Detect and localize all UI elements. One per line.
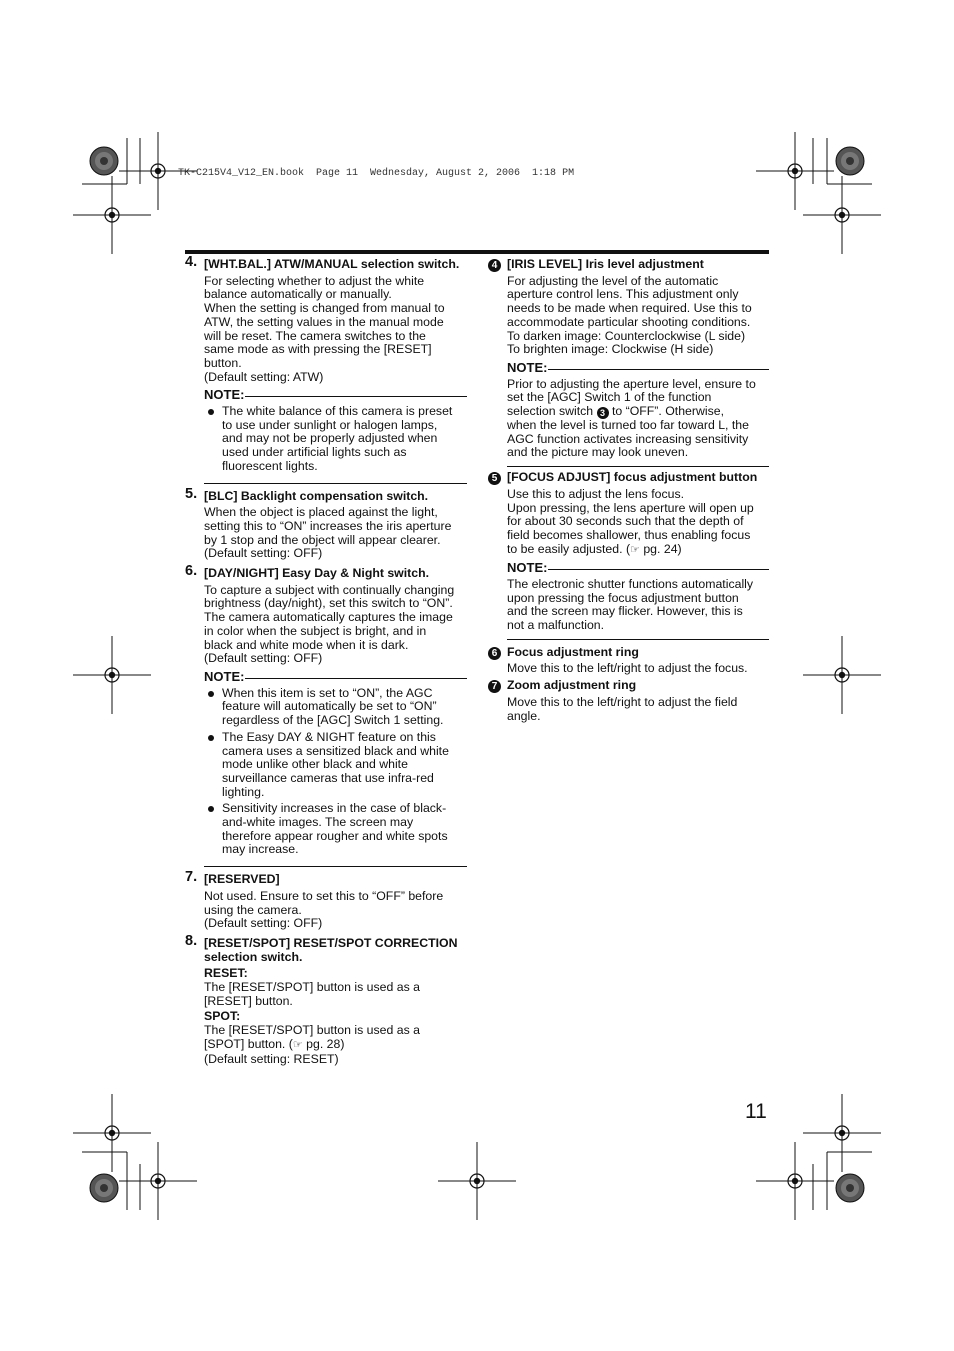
- star-target-top-left: [90, 147, 118, 175]
- crosshair-top-left-side: [73, 176, 151, 254]
- item-focus-adjust: [488, 471, 769, 640]
- note-label: NOTE:: [507, 560, 548, 576]
- left-column: [185, 254, 467, 1066]
- item-title: [DAY/NIGHT] Easy Day & Night switch.: [204, 566, 430, 581]
- page-number: 11: [745, 1100, 767, 1123]
- crosshair-bottom-center: [438, 1142, 516, 1220]
- item-body: Not used. Ensure to set this to “OFF” before using the camera. (Default setting: OFF): [204, 888, 444, 931]
- item-reset-spot: [185, 932, 467, 1066]
- item-zoom-ring: [488, 679, 769, 723]
- note-box: [507, 361, 769, 467]
- note-heading: [204, 388, 467, 402]
- item-number-circle: 6: [488, 647, 501, 660]
- note-box: [507, 561, 769, 640]
- reset-body: The [RESET/SPOT] button is used as a [RESET] button.: [204, 980, 420, 1008]
- spot-body-text-end: pg. 28) (Default setting: RESET): [204, 1036, 345, 1066]
- note-body: [507, 378, 769, 461]
- spot-body-text: The [RESET/SPOT] button is used as a [SPOT] button. (: [204, 1023, 420, 1051]
- note-heading: [204, 670, 467, 684]
- note-box: [204, 670, 467, 867]
- item-title: Zoom adjustment ring: [507, 678, 637, 693]
- item-title: Focus adjustment ring: [507, 644, 639, 659]
- note-heading: [507, 561, 769, 575]
- item-number: 5.: [185, 485, 198, 502]
- item-title: [WHT.BAL.] ATW/MANUAL selection switch.: [204, 257, 460, 271]
- item-day-night: [185, 563, 467, 867]
- note-bullet: The white balance of this camera is preset to use under sunlight or halogen lamps, and may not be properly adjusted when used under artificial lights such as fluorescent lights.: [204, 405, 467, 474]
- switch-number-circle: 3: [597, 407, 609, 419]
- spot-body: [204, 1024, 467, 1066]
- crosshair-bottom-left: [119, 1142, 197, 1220]
- crosshair-top-right-side: [803, 176, 881, 254]
- note-label: NOTE:: [507, 359, 548, 375]
- item-body: Move this to the left/right to adjust the field angle.: [507, 694, 738, 723]
- top-rule: [185, 250, 769, 254]
- star-target-bottom-right: [836, 1174, 864, 1202]
- reset-label: RESET:: [204, 966, 248, 981]
- crosshair-bottom-left-side: [73, 1094, 151, 1172]
- note-bullet: Sensitivity increases in the case of black- and-white images. The screen may therefore appear rougher and white spots may increase.: [204, 802, 467, 857]
- item-title: [FOCUS ADJUST] focus adjustment button: [507, 470, 758, 485]
- crosshair-bottom-right-side: [803, 1094, 881, 1172]
- item-wht-bal: [185, 254, 467, 484]
- page-reference-icon: ☞: [292, 1038, 303, 1051]
- crosshair-bottom-right: [756, 1142, 834, 1220]
- note-body: The electronic shutter functions automatically upon pressing the focus adjustment button and the screen may flicker. However, this is not a malfunction.: [507, 577, 754, 633]
- note-heading: [507, 361, 769, 375]
- item-body: To capture a subject with continually changing brightness (day/night), set this switch to “ON”. The camera automatically captures the image in color when the subject is bright, and in black and white mode when it is dark. (Default setting: OFF): [204, 582, 455, 666]
- item-number-circle: 4: [488, 259, 501, 272]
- item-number: 7.: [185, 869, 198, 886]
- item-body-text: Use this to adjust the lens focus. Upon pressing, the lens aperture will open up for about 30 seconds such that the depth of field becomes shallower, thus enabling focus to be easily adjusted. (: [507, 486, 754, 556]
- crosshair-top-right: [756, 132, 834, 210]
- item-number: 4.: [185, 254, 198, 270]
- item-body: Move this to the left/right to adjust the focus.: [507, 660, 748, 675]
- page-reference-icon: ☞: [630, 543, 640, 556]
- item-title: [RESERVED]: [204, 872, 280, 887]
- spot-label: SPOT:: [204, 1009, 241, 1024]
- star-target-top-right: [836, 147, 864, 175]
- item-title: [BLC] Backlight compensation switch.: [204, 488, 429, 503]
- item-number-circle: 5: [488, 472, 501, 485]
- star-target-bottom-left: [90, 1174, 118, 1202]
- item-body-text-end: pg. 24): [639, 541, 682, 556]
- note-text: Prior to adjusting the aperture level, ensure to set the [AGC] Switch 1 of the function selection switch: [507, 376, 756, 419]
- note-box: [204, 388, 467, 483]
- book-file-header: TK-C215V4_V12_EN.book Page 11 Wednesday, August 2, 2006 1:18 PM: [178, 168, 575, 179]
- item-title: [IRIS LEVEL] Iris level adjustment: [507, 257, 704, 271]
- note-bullet: The Easy DAY & NIGHT feature on this camera uses a sensitized black and white mode unlike other black and white surveillance cameras that use infra-red lighting.: [204, 731, 467, 800]
- item-blc: [185, 485, 467, 562]
- item-body: [507, 488, 769, 558]
- item-body: When the object is placed against the light, setting this to “ON” increases the iris aperture by 1 stop and the object will appear clearer. (Default setting: OFF): [204, 505, 452, 561]
- crosshair-mid-right: [803, 636, 881, 714]
- note-text-end: to “OFF”. Otherwise, when the level is turned too far toward L, the AGC function activates increasing sensitivity and the picture may look uneven.: [507, 404, 749, 460]
- item-number-circle: 7: [488, 680, 501, 693]
- right-column: [488, 258, 769, 723]
- note-label: NOTE:: [204, 668, 245, 684]
- item-reserved: [185, 869, 467, 931]
- item-iris-level: [488, 258, 769, 467]
- item-body: For adjusting the level of the automatic aperture control lens. This adjustment only needs to be made when required. Use this to accommodate particular shooting conditions. To darken image: Counterclockwise (L side) To brighten image: Clockwise (H side): [507, 273, 752, 357]
- crosshair-mid-left: [73, 636, 151, 714]
- item-body: For selecting whether to adjust the white balance automatically or manually. When the setting is changed from manual to ATW, the setting values in the manual mode will be reset. The camera switches to the same mode as with pressing the [RESET] button. (Default setting: ATW): [204, 273, 445, 384]
- note-bullet: When this item is set to “ON”, the AGC feature will automatically be set to “ON” regardless of the [AGC] Switch 1 setting.: [204, 687, 467, 728]
- note-label: NOTE:: [204, 387, 245, 403]
- item-number: 8.: [185, 932, 198, 949]
- item-number: 6.: [185, 563, 198, 580]
- item-focus-ring: [488, 646, 769, 675]
- item-title: [RESET/SPOT] RESET/SPOT CORRECTION selection switch.: [204, 935, 458, 964]
